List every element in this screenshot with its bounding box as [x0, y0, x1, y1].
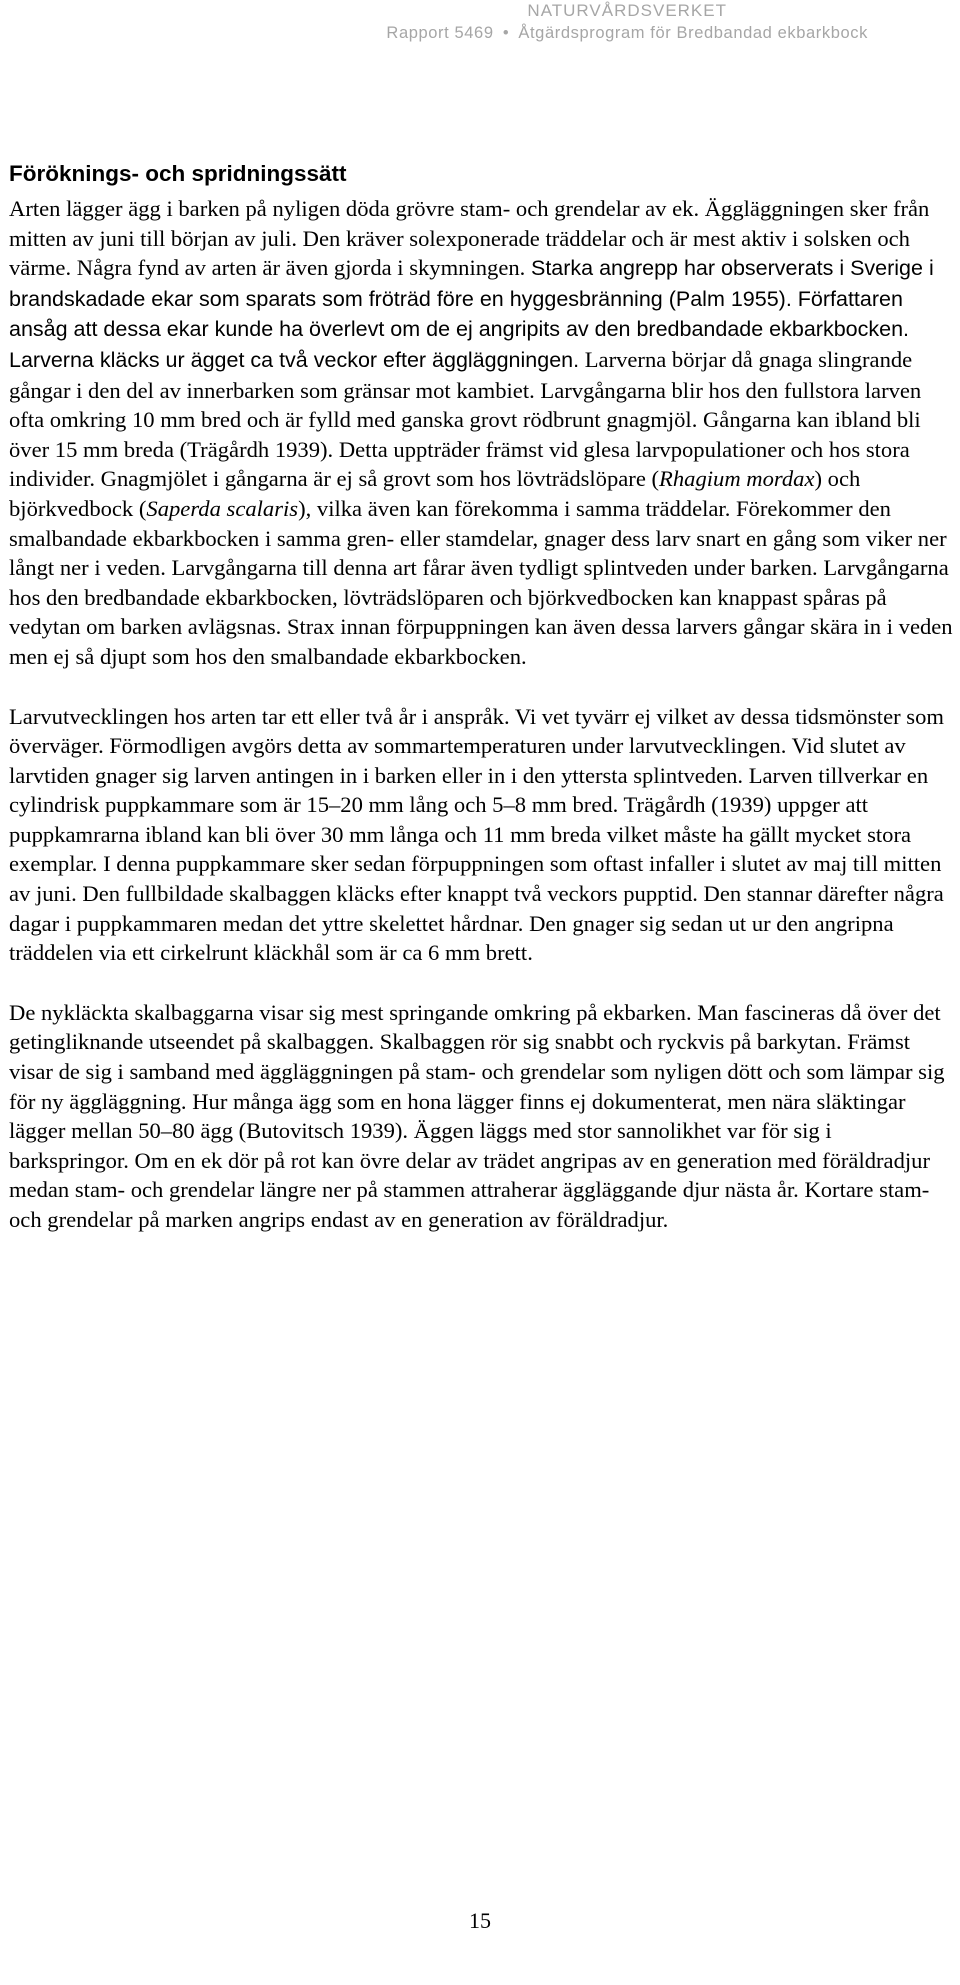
page-header: [386, 0, 868, 44]
paragraph-text-segment: Arten lägger ägg i barken på nyligen döda grövre stam- och grendelar av ek. Äggläggningen sker från mitten av juni till början av juli. Den kräver solexponerade träddelar och är mest aktiv i solsken och värme. Några fynd av arten är även gjorda i skymningen.: [9, 196, 930, 281]
header-organization: NATURVÅRDSVERKET: [527, 1, 727, 20]
header-report-title: Åtgärdsprogram för Bredbandad ekbarkbock: [518, 24, 868, 42]
paragraph-reproduction: [9, 194, 954, 672]
paragraph-larval-development: Larvutvecklingen hos arten tar ett eller två år i anspråk. Vi vet tyvärr ej vilket av dessa tidsmönster som överväger. Förmodligen avgörs detta av sommartemperaturen under larvutvecklingen. Vid slutet av larvtiden gnager sig larven antingen in i barken eller in i den yttersta splintveden. Larven tillverkar en cylindrisk puppkammare som är 15–20 mm lång och 5–8 mm bred. Trägårdh (1939) uppger att puppkamrarna ibland kan bli över 30 mm långa och 11 mm breda vilket måste ha gällt mycket stora exemplar. I denna puppkammare sker sedan förpuppningen som oftast infaller i slutet av maj till mitten av juni. Den fullbildade skalbaggen kläcks efter knappt två veckors pupptid. Den stannar därefter några dagar i puppkammaren medan det yttre skelettet hårdnar. Den gnager sig sedan ut ur den angripna träddelen via ett cirkelrunt kläckhål som är ca 6 mm brett.: [9, 703, 944, 966]
paragraph-text-segment: Larverna börjar då gnaga slingrande gångar i den del av innerbarken som gränsar mot kambiet. Larvgångarna blir hos den fullstora larven ofta omkring 10 mm bred och är fylld med ganska grovt rödbrunt gnagmjöl. Gångarna kan ibland bli över 15 mm breda (Trägårdh 1939). Detta uppträder främst vid glesa larvpopulationer och hos stora individer. Gnagmjölet i gångarna är ej så grovt som hos lövträdslöpare (: [9, 346, 922, 492]
paragraph-adult-behaviour: De nykläckta skalbaggarna visar sig mest springande omkring på ekbarken. Man fascineras då över det getingliknande utseendet på skalbaggen. Skalbaggen rör sig snabbt och ryckvis på barkytan. Främst visar de sig i samband med äggläggningen på stam- och grendelar som nyligen dött och som lämpar sig för ny äggläggning. Hur många ägg som en hona lägger finns ej dokumenterat, men nära släktingar lägger mellan 50–80 ägg (Butovitsch 1939). Äggen läggs med stor sannolikhet var för sig i barkspringor. Om en ek dör på rot kan övre delar av trädet angripas av en generation med föräldradjur medan stam- och grendelar längre ner på stammen attraherar äggläggande djur nästa år. Kortare stam- och grendelar på marken angrips endast av en generation av föräldradjur.: [9, 999, 945, 1232]
header-report-line: [386, 22, 868, 44]
section-heading: Föröknings- och spridningssätt: [9, 161, 347, 186]
header-bullet-separator: •: [502, 24, 510, 42]
species-name-saperda: Saperda scalaris: [146, 495, 299, 521]
header-report-number: Rapport 5469: [386, 24, 494, 42]
page-body: [9, 160, 954, 1235]
paragraph-text-segment: ), vilka även kan förekomma i samma träddelar. Förekommer den smalbandade ekbarkbocken i samma gren- eller stamdelar, gnager dess larv snart en gång som viker ner långt ner i veden. Larvgångarna till denna art fårar även tydligt splintveden under barken. Larvgångarna hos den bredbandade ekbarkbocken, lövträdslöparen och björkvedbocken kan knappast spåras på vedytan om barken avlägsnas. Strax innan förpuppningen kan även dessa larvers gångar skära in i veden men ej så djupt som hos den smalbandade ekbarkbocken.: [9, 495, 953, 669]
paragraph-text-segment-sans: Starka angrepp har observerats i Sverige i brandskadade ekar som sparats som fröträd före en hyggesbränning (Palm 1955). Författaren ansåg att dessa ekar kunde ha överlevt om de ej angripits av den bredbandade ekbarkbocken. Larverna kläcks ur ägget ca två veckor efter äggläggningen.: [9, 256, 934, 372]
page-number: 15: [469, 1908, 491, 1933]
paragraph-text-segment: ) och björkvedbock (: [9, 466, 861, 521]
species-name-rhagium: Rhagium mordax: [659, 466, 815, 492]
